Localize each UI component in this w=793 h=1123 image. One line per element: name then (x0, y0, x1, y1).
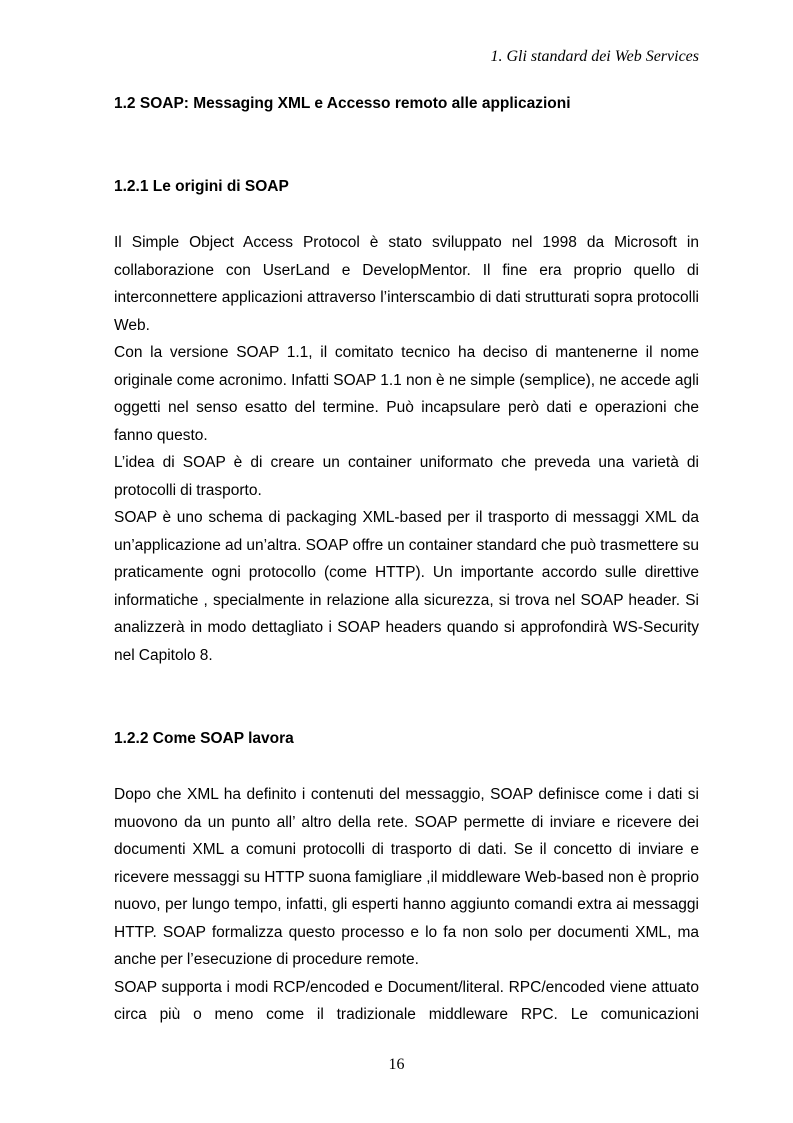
subsection-title-come-lavora: 1.2.2 Come SOAP lavora (114, 730, 294, 747)
running-header: 1. Gli standard dei Web Services (490, 48, 699, 65)
paragraph: Il Simple Object Access Protocol è stato sviluppato nel 1998 da Microsoft in collaborazione con UserLand e DevelopMentor. Il fine era proprio quello di interconnettere applicazioni attraverso l’interscambio di dati strutturati sopra protocolli Web. (114, 234, 699, 334)
subsection-body-come-lavora (114, 781, 699, 1029)
paragraph: L’idea di SOAP è di creare un container uniformato che preveda una varietà di protocolli di trasporto. (114, 454, 699, 499)
paragraph: SOAP supporta i modi RCP/encoded e Document/literal. RPC/encoded viene attuato circa più o meno come il tradizionale middleware RPC. Le comunicazioni (114, 978, 699, 1023)
paragraph: SOAP è uno schema di packaging XML-based per il trasporto di messaggi XML da un’applicazione ad un’altra. SOAP offre un container standard che può trasmettere su praticamente ogni protocollo (come HTTP). Un importante accordo sulle direttive informatiche , specialmente in relazione alla sicurezza, si trova nel SOAP header. Si analizzerà in modo dettagliato i SOAP headers quando si approfondirà WS-Security nel Capitolo 8. (114, 509, 699, 664)
section-title: 1.2 SOAP: Messaging XML e Accesso remoto alle applicazioni (114, 95, 571, 112)
subsection-body-origini (114, 229, 699, 669)
paragraph: Con la versione SOAP 1.1, il comitato tecnico ha deciso di mantenerne il nome originale come acronimo. Infatti SOAP 1.1 non è ne simple (semplice), ne accede agli oggetti nel senso esatto del termine. Può incapsulare però dati e operazioni che fanno questo. (114, 344, 699, 444)
page-number: 16 (388, 1056, 405, 1073)
subsection-title-origini: 1.2.1 Le origini di SOAP (114, 178, 289, 195)
paragraph: Dopo che XML ha definito i contenuti del messaggio, SOAP definisce come i dati si muovono da un punto all’ altro della rete. SOAP permette di inviare e ricevere dei documenti XML a comuni protocolli di trasporto di dati. Se il concetto di inviare e ricevere messaggi su HTTP suona famigliare ,il middleware Web-based non è proprio nuovo, per lungo tempo, infatti, gli esperti hanno aggiunto comandi extra ai messaggi HTTP. SOAP formalizza questo processo e lo fa non solo per documenti XML, ma anche per l’esecuzione di procedure remote. (114, 786, 699, 968)
